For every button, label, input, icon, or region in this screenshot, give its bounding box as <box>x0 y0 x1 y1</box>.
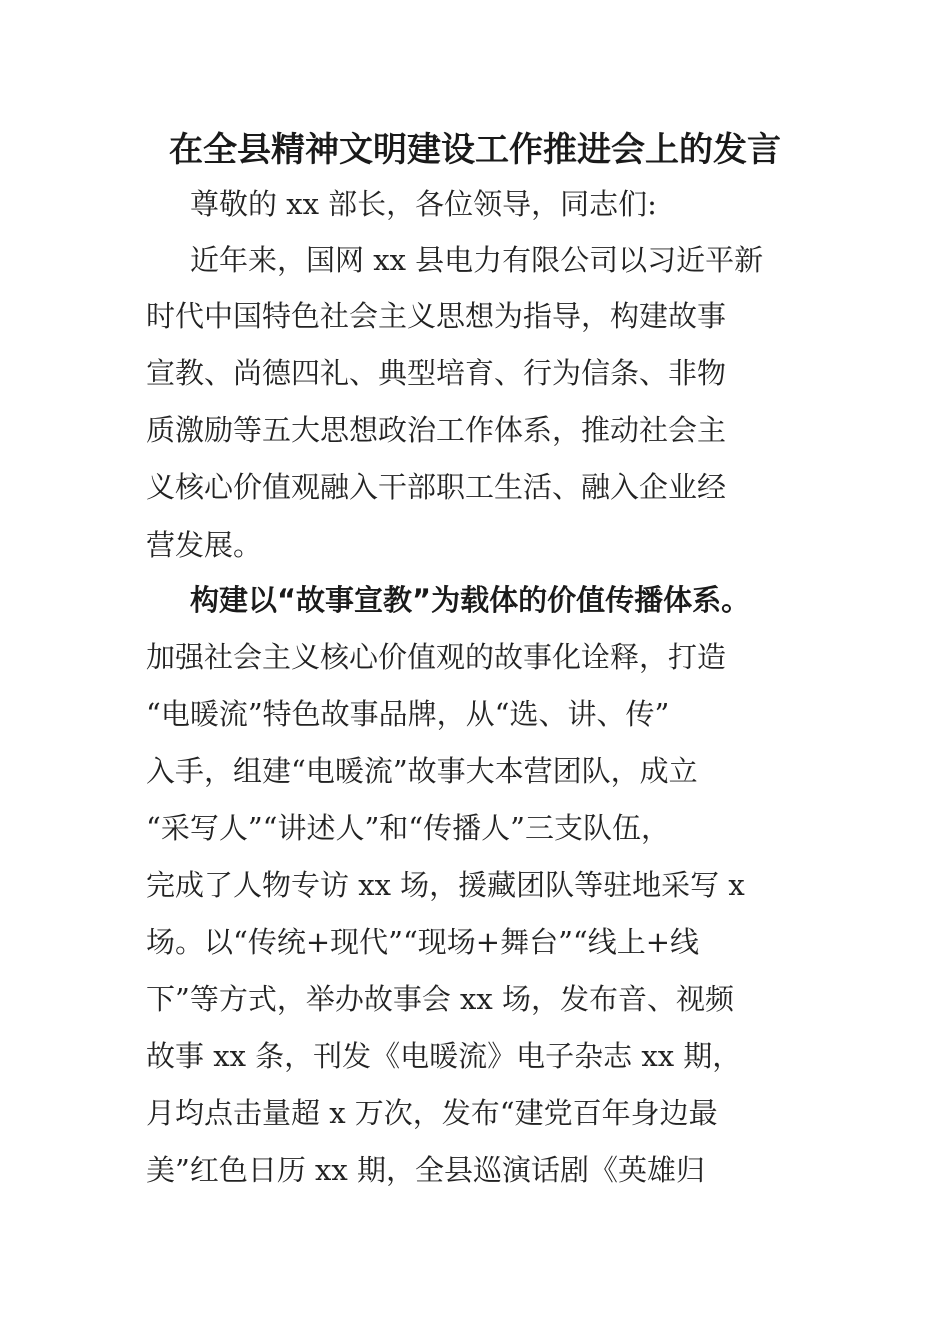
paragraph-2-line-3: 入手，组建“电暖流”故事大本营团队，成立 <box>146 754 698 788</box>
paragraph-1-line-6: 营发展。 <box>146 528 263 562</box>
paragraph-1-line-2: 时代中国特色社会主义思想为指导，构建故事 <box>146 299 727 333</box>
paragraph-1-line-3: 宣教、尚德四礼、典型培育、行为信条、非物 <box>146 356 727 390</box>
paragraph-2-line-6: 场。以“传统+现代”“现场+舞台”“线上+线 <box>146 925 700 959</box>
paragraph-2-line-7: 下”等方式，举办故事会 xx 场，发布音、视频 <box>146 982 734 1016</box>
paragraph-2-line-8: 故事 xx 条，刊发《电暖流》电子杂志 xx 期， <box>146 1039 742 1073</box>
paragraph-2-line-9: 月均点击量超 x 万次，发布“建党百年身边最 <box>146 1096 718 1130</box>
paragraph-1-line-4: 质激励等五大思想政治工作体系，推动社会主 <box>146 413 727 447</box>
salutation: 尊敬的 xx 部长，各位领导，同志们: <box>190 187 657 221</box>
paragraph-1-line-1: 近年来，国网 xx 县电力有限公司以习近平新 <box>190 243 764 277</box>
paragraph-1-line-5: 义核心价值观融入干部职工生活、融入企业经 <box>146 470 727 504</box>
section-heading: 构建以“故事宣教”为载体的价值传播体系。 <box>190 583 751 617</box>
paragraph-2-line-4: “采写人”“讲述人”和“传播人”三支队伍， <box>146 811 670 845</box>
paragraph-2-line-1: 加强社会主义核心价值观的故事化诠释，打造 <box>146 640 727 674</box>
paragraph-2-line-2: “电暖流”特色故事品牌，从“选、讲、传” <box>146 697 670 731</box>
document-title: 在全县精神文明建设工作推进会上的发言 <box>169 130 781 170</box>
paragraph-2-line-5: 完成了人物专访 xx 场，援藏团队等驻地采写 x <box>146 868 745 902</box>
paragraph-2-line-10: 美”红色日历 xx 期，全县巡演话剧《英雄归 <box>146 1153 705 1187</box>
